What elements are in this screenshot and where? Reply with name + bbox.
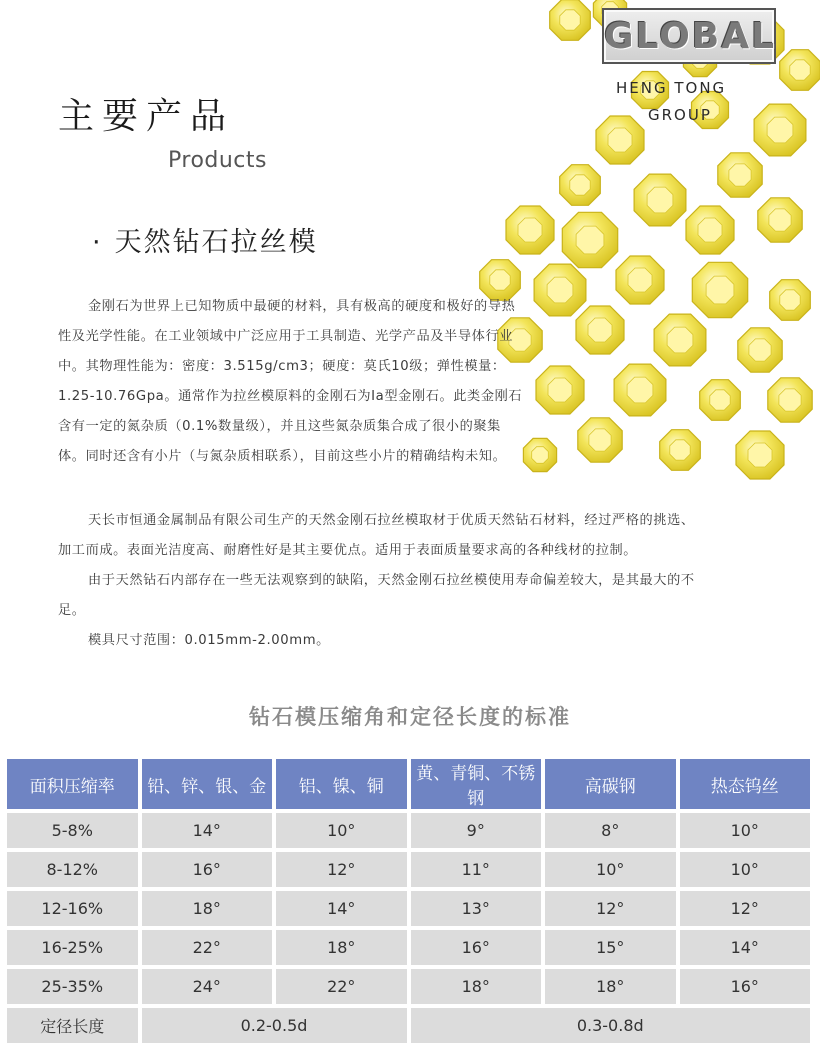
header-cell: 黄、青铜、不锈钢 [411,759,542,809]
gem-facet [608,128,632,152]
table-cell: 12° [545,891,676,926]
paragraph-company: 天长市恒通金属制品有限公司生产的天然金刚石拉丝模取材于优质天然钻石材料，经过严格的挑选、加工而成。表面光洁度高、耐磨性好是其主要优点。适用于表面质量要求高的各种线材的拉制。 [58,513,695,558]
table-footer-row [7,1008,810,1043]
gem-facet [588,318,612,342]
gem-facet [706,276,734,304]
table-cell: 22° [142,930,273,965]
gem-facet [698,218,722,242]
table-cell: 16-25% [7,930,138,965]
table-cell: 8° [545,813,676,848]
gem-facet [547,277,573,303]
table-cell: 16° [411,930,542,965]
table-row [7,852,810,887]
table-cell-value: 0.2-0.5d [142,1008,407,1043]
gem-facet [570,175,590,195]
table-cell: 10° [680,852,811,887]
table-cell: 14° [142,813,273,848]
section-title: 天然钻石拉丝模 [114,227,318,258]
table-cell: 10° [545,852,676,887]
table-row [7,813,810,848]
table-cell: 24° [142,969,273,1004]
table-cell: 25-35% [7,969,138,1004]
table-cell-value: 0.3-0.8d [411,1008,811,1043]
header-cell: 铝、镍、铜 [276,759,407,809]
gem-facet [532,447,549,464]
header-cell: 铅、锌、银、金 [142,759,273,809]
table-cell: 12° [680,891,811,926]
paragraph-size-range: 模具尺寸范围：0.015mm-2.00mm。 [88,633,330,648]
gem-facet [790,60,810,80]
table-row [7,969,810,1004]
table-cell-label: 定径长度 [7,1008,138,1043]
bullet: · [92,227,103,258]
standards-table [3,755,814,1047]
page-subtitle: Products [168,148,267,173]
table-cell: 18° [276,930,407,965]
logo-subtitle-line2: GROUP [648,106,712,124]
table-cell: 22° [276,969,407,1004]
gem-facet [748,443,772,467]
table-cell: 5-8% [7,813,138,848]
table-cell: 11° [411,852,542,887]
table-header-row [7,759,810,809]
table-cell: 8-12% [7,852,138,887]
table-row [7,891,810,926]
gem-facet [729,164,751,186]
table-cell: 10° [680,813,811,848]
gem-facet [749,339,771,361]
table-cell: 18° [142,891,273,926]
table-cell: 16° [680,969,811,1004]
gem-facet [780,290,800,310]
gem-facet [576,226,604,254]
gem-facet [769,209,791,231]
paragraph-drawback: 由于天然钻石内部存在一些无法观察到的缺陷，天然金刚石拉丝模使用寿命偏差较大，是其最大的不足。 [58,573,695,618]
gem-facet [667,327,693,353]
header-cell: 热态钨丝 [680,759,811,809]
gem-facet [518,218,542,242]
gem-facet [628,268,652,292]
table-cell: 18° [545,969,676,1004]
table-cell: 14° [680,930,811,965]
table-cell: 14° [276,891,407,926]
header-cell: 面积压缩率 [7,759,138,809]
table-title: 钻石模压缩角和定径长度的标准 [249,704,571,729]
table-row [7,930,810,965]
table-cell: 18° [411,969,542,1004]
gem-facet [647,187,673,213]
section-heading [92,220,318,259]
gem-facet [710,390,730,410]
gem-facet [627,377,653,403]
header-cell: 高碳钢 [545,759,676,809]
page-title: 主要产品 [58,96,235,137]
logo-title: GLOBAL [604,16,777,57]
gem-facet [589,429,611,451]
logo-subtitle-line1: HENG TONG [616,79,727,97]
table-cell: 16° [142,852,273,887]
gem-facet [548,378,572,402]
table-cell: 12-16% [7,891,138,926]
table-cell: 13° [411,891,542,926]
table-cell: 10° [276,813,407,848]
gem-facet [779,389,801,411]
paragraph-intro: 金刚石为世界上已知物质中最硬的材料，具有极高的硬度和极好的导热性及光学性能。在工业领域中广泛应用于工具制造、光学产品及半导体行业中。其物理性能为：密度：3.515g/cm3；硬度：莫氏10级；弹性模量：1.25-10.76Gpa。通常作为拉丝模原料的金刚石为Ia型金刚石。此类金刚石含有一定的氮杂质（0.1%数量级），并且这些氮杂质集合成了很小的聚集体。同时还含有小片（与氮杂质相联系），目前这些小片的精确结构未知。 [58,299,523,464]
gem-facet [560,10,580,30]
table-cell: 12° [276,852,407,887]
table-cell: 9° [411,813,542,848]
company-logo [602,8,776,64]
gem-facet [490,270,510,290]
gem-facet [670,440,690,460]
table-cell: 15° [545,930,676,965]
gem-facet [767,117,793,143]
